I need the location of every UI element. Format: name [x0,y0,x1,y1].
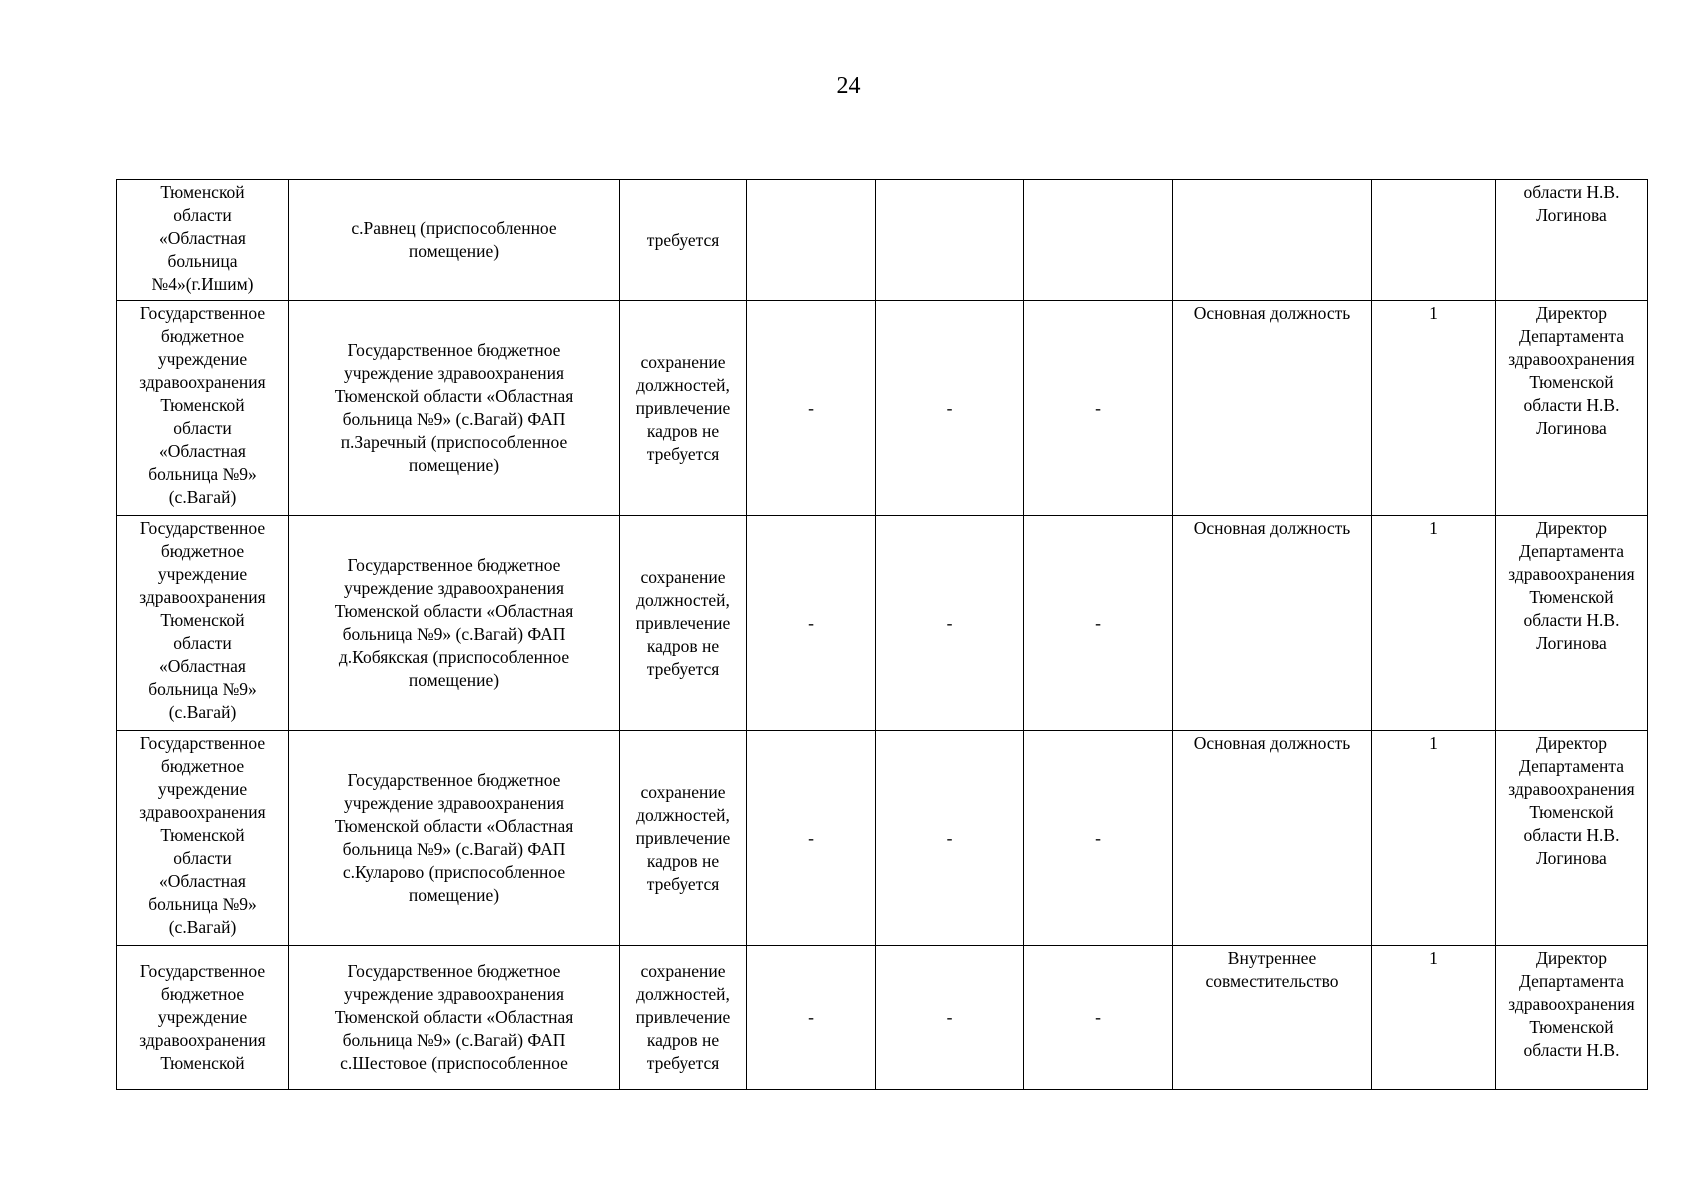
table-row [117,516,1648,731]
table-cell: - [747,731,876,946]
staffing-measure-cell: сохранение должностей, привлечение кадров не требуется [620,301,747,516]
table-cell [876,180,1024,301]
count-cell: 1 [1372,731,1496,946]
staffing-table [116,179,1648,1090]
responsible-cell: Директор Департамента здравоохранения Тюменской области Н.В. Логинова [1496,516,1648,731]
table-cell: - [876,301,1024,516]
count-cell: 1 [1372,516,1496,731]
table-cell: - [876,731,1024,946]
table-cell: - [1024,731,1173,946]
facility-cell: Государственное бюджетное учреждение здравоохранения Тюменской области «Областная больница №9» (с.Вагай) ФАП п.Заречный (приспособленное помещение) [289,301,620,516]
staffing-measure-cell: требуется [620,180,747,301]
responsible-cell: Директор Департамента здравоохранения Тюменской области Н.В. Логинова [1496,301,1648,516]
table-row [117,180,1648,301]
table-cell: - [1024,946,1173,1090]
staffing-measure-cell: сохранение должностей, привлечение кадров не требуется [620,731,747,946]
institution-cell: Государственное бюджетное учреждение здравоохранения Тюменской области «Областная больница №9» (с.Вагай) [117,516,289,731]
responsible-cell: Директор Департамента здравоохранения Тюменской области Н.В. Логинова [1496,731,1648,946]
position-type-cell: Основная должность [1173,516,1372,731]
table-row [117,731,1648,946]
facility-cell: Государственное бюджетное учреждение здравоохранения Тюменской области «Областная больница №9» (с.Вагай) ФАП д.Кобякская (приспособленное помещение) [289,516,620,731]
count-cell: 1 [1372,946,1496,1090]
table-cell: - [747,516,876,731]
page-number: 24 [836,73,861,99]
institution-cell: Государственное бюджетное учреждение здравоохранения Тюменской области «Областная больница №9» (с.Вагай) [117,731,289,946]
facility-cell: с.Равнец (приспособленное помещение) [289,180,620,301]
count-cell: 1 [1372,301,1496,516]
institution-cell: Тюменской области «Областная больница №4»(г.Ишим) [117,180,289,301]
table-cell: - [876,516,1024,731]
table-cell: - [747,301,876,516]
staffing-measure-cell: сохранение должностей, привлечение кадров не требуется [620,516,747,731]
table-row [117,946,1648,1090]
table-cell [1024,180,1173,301]
institution-cell: Государственное бюджетное учреждение здравоохранения Тюменской области «Областная больница №9» (с.Вагай) [117,301,289,516]
table-cell: - [1024,516,1173,731]
count-cell [1372,180,1496,301]
position-type-cell [1173,180,1372,301]
table-cell: - [876,946,1024,1090]
table-cell [747,180,876,301]
position-type-cell: Основная должность [1173,731,1372,946]
institution-cell: Государственное бюджетное учреждение здравоохранения Тюменской [117,946,289,1090]
table-cell: - [747,946,876,1090]
responsible-cell: области Н.В. Логинова [1496,180,1648,301]
position-type-cell: Основная должность [1173,301,1372,516]
table-cell: - [1024,301,1173,516]
facility-cell: Государственное бюджетное учреждение здравоохранения Тюменской области «Областная больница №9» (с.Вагай) ФАП с.Шестовое (приспособленное [289,946,620,1090]
position-type-cell: Внутреннее совместительство [1173,946,1372,1090]
table-row [117,301,1648,516]
staffing-measure-cell: сохранение должностей, привлечение кадров не требуется [620,946,747,1090]
responsible-cell: Директор Департамента здравоохранения Тюменской области Н.В. [1496,946,1648,1090]
facility-cell: Государственное бюджетное учреждение здравоохранения Тюменской области «Областная больница №9» (с.Вагай) ФАП с.Куларово (приспособленное помещение) [289,731,620,946]
